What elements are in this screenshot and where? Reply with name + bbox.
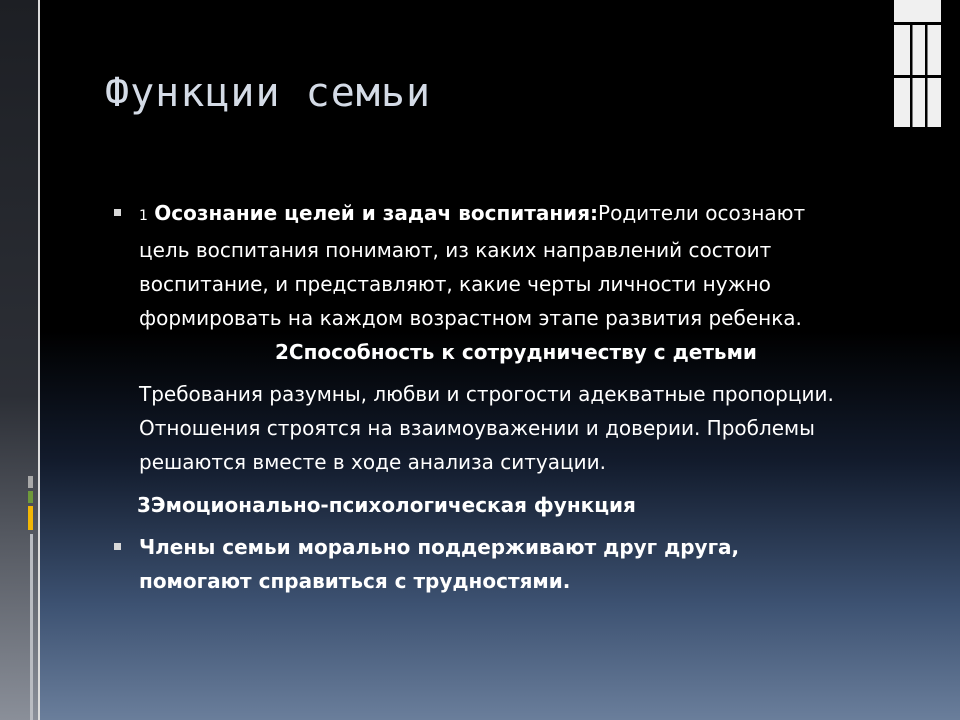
point-3 <box>112 488 852 522</box>
square-bullet-icon <box>114 209 121 216</box>
point-1 <box>112 196 852 369</box>
window-pane-top <box>894 0 941 22</box>
point-4-text: Члены семьи морально поддерживают друг друга, помогают справиться с трудностями. <box>139 535 740 593</box>
point-4 <box>112 530 852 598</box>
square-bullet-icon <box>114 543 121 550</box>
point-2-heading: 2Способность к сотрудничеству с детьми <box>275 340 757 364</box>
slide-body <box>112 196 852 598</box>
window-pane-bottom <box>894 78 941 128</box>
window-pane-middle <box>894 25 941 75</box>
slide-title: Функции семьи <box>105 70 432 116</box>
point-3-heading: 3Эмоционально-психологическая функция <box>137 493 636 517</box>
point-1-heading: Осознание целей и задач воспитания: <box>154 201 599 225</box>
point-1-number: 1 <box>139 208 148 224</box>
point-1-text: Родители осознают цель воспитания понимают, из каких направлений состоит воспитание, и представляют, какие черты личности нужно формировать на каждом возрастном этапе развития ребенка. <box>139 201 806 330</box>
window-panes-icon <box>894 0 941 127</box>
accent-bar-green <box>28 491 33 503</box>
accent-bar-silver <box>30 534 33 720</box>
point-2-text: Требования разумны, любви и строгости адекватные пропорции. Отношения строятся на взаимоуважении и доверии. Проблемы решаются вместе в ходе анализа ситуации. <box>139 382 834 474</box>
accent-bar-gray <box>28 476 33 488</box>
left-divider-line <box>38 0 40 720</box>
accent-bar-yellow <box>28 506 33 530</box>
